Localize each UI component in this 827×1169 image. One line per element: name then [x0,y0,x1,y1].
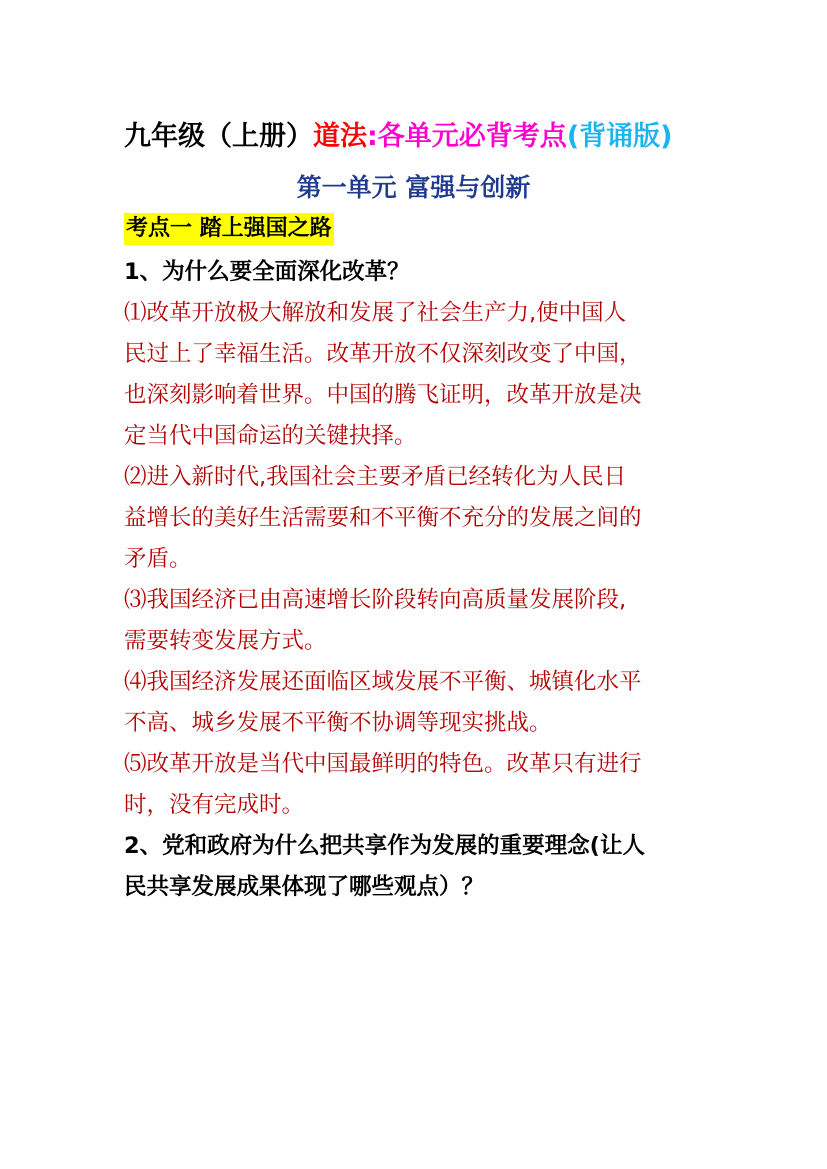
answer-line: 益增长的美好生活需要和不平衡不充分的发展之间的 [124,505,642,531]
title-edition: (背诵版) [566,121,673,152]
answer-line: 时，没有完成时。 [124,792,305,818]
title-subject: 道法 [313,121,367,152]
question-line: 民共享发展成果体现了哪些观点）？ [124,874,485,900]
document-title [124,112,673,162]
answer-line: ⑵进入新时代,我国社会主要矛盾已经转化为人民日 [124,464,627,490]
question-line: 2、党和政府为什么把共享作为发展的重要理念(让人 [124,833,645,859]
answer-line: 不高、城乡发展不平衡不协调等现实挑战。 [124,710,552,736]
question-line: 1、为什么要全面深化改革？ [124,259,410,285]
title-grade: 九年级（上册） [124,121,313,152]
answer-line: 需要转变发展方式。 [124,628,327,654]
answer-line: ⑸改革开放是当代中国最鲜明的特色。改革只有进行 [124,751,642,777]
answer-line: 定当代中国命运的关键抉择。 [124,423,417,449]
unit-title: 第一单元 富强与创新 [296,173,531,202]
answer-line: 民过上了幸福生活。改革开放不仅深刻改变了中国， [124,341,642,367]
title-topic: :各单元必背考点 [367,121,567,152]
answer-line: ⑷我国经济发展还面临区域发展不平衡、城镇化水平 [124,669,642,695]
answer-line: ⑶我国经济已由高速增长阶段转向高质量发展阶段, [124,587,627,613]
answer-line: 也深刻影响着世界。中国的腾飞证明，改革开放是决 [124,382,642,408]
section-title: 考点一 踏上强国之路 [124,213,334,245]
answer-line: ⑴改革开放极大解放和发展了社会生产力,使中国人 [124,300,627,326]
content-body [124,252,714,908]
answer-line: 矛盾。 [124,546,192,572]
